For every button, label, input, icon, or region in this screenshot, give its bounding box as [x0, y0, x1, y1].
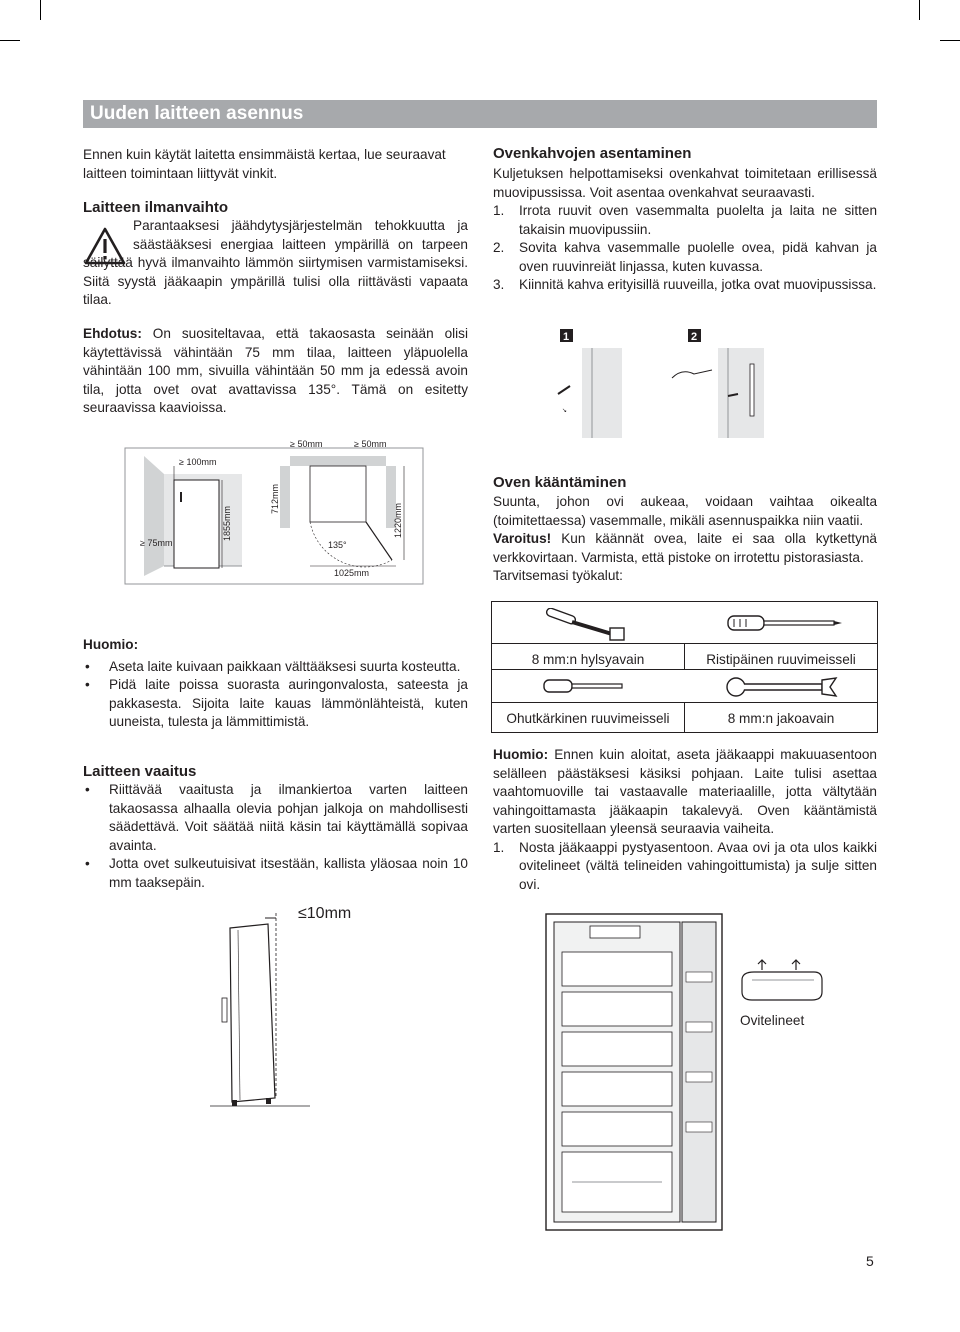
ventilation-heading: Laitteen ilmanvaihto	[83, 199, 229, 216]
ventilation-text	[83, 217, 468, 310]
tool-flat-screwdriver: Ohutkärkinen ruuvimeisseli	[506, 711, 670, 726]
intro-text: Ennen kuin käytät laitetta ensimmäistä kertaa, lue seuraavat laitteen toimintaan liittyvät vinkit.	[83, 147, 446, 181]
list-item: 3. Kiinnitä kahva erityisillä ruuveilla, jotka ovat muovipussissa.	[493, 277, 877, 292]
list-item: 1. Irrota ruuvit oven vasemmalta puolelta ja laita ne sitten takaisin muovipussiin.	[493, 203, 877, 237]
list-item: 1. Nosta jääkaappi pystyasentoon. Avaa ovi ja ota ulos kaikki ovitelineet (vältä telineiden vahingoittumista) ja sulje sitten ovi.	[493, 839, 877, 892]
door-shelf-label: Ovitelineet	[740, 1013, 805, 1028]
note-list	[83, 658, 468, 732]
wall-side	[144, 456, 164, 576]
suggestion-text	[83, 325, 468, 418]
note2-section	[493, 746, 877, 894]
fridge-top-view	[310, 466, 366, 522]
phillips-screwdriver-icon	[724, 610, 844, 638]
suggestion-body: On suositeltavaa, että takaosasta seinään olisi käytettävissä vähintään 75 mm tilaa, laitteen yläpuolella vähintään 100 mm, sivuilla vähintään 50 mm ja edessä avoin tila, jotta ovet ovat avattavissa 135°. Tämä on esitetty seuraavissa kaavioissa.	[83, 326, 468, 415]
crop-mark	[40, 0, 41, 20]
label-top: ≥ 100mm	[179, 457, 217, 467]
fridge-interior-diagram	[544, 912, 724, 1232]
shelf	[562, 1032, 672, 1066]
door-edge-1	[582, 348, 622, 438]
reversal-section	[493, 473, 877, 586]
handles-steps	[493, 202, 877, 295]
crop-mark	[940, 40, 960, 41]
list-item: • Jotta ovet sulkeutuisivat itsestään, kallista yläosaa noin 10 mm taaksepäin.	[83, 855, 468, 892]
shelf	[562, 952, 672, 986]
door-edge-2	[718, 348, 764, 438]
tools-intro: Tarvitsemasi työkalut:	[493, 568, 623, 583]
label-side-left: ≥ 50mm	[290, 439, 323, 449]
label-door-span: 1220mm	[393, 502, 403, 538]
crop-mark	[0, 40, 20, 41]
page-title: Uuden laitteen asennus	[90, 103, 304, 124]
handles-intro: Kuljetuksen helpottamiseksi ovenkahvat toimitetaan erillisessä muovipussissa. Voit asentaa ovenkahvat seuraavasti.	[493, 166, 877, 200]
socket-wrench-icon	[542, 608, 632, 642]
reversal-text: Suunta, johon ovi aukeaa, voidaan vaihtaa oikealta (toimitettaessa) vasemmalle, mikäli asennuspaikka niin vaatii.	[493, 494, 877, 528]
note2-steps	[493, 839, 877, 895]
shelf	[562, 992, 672, 1026]
ventilation-body: Parantaaksesi jäähdytysjärjestelmän tehokkuutta ja säästääksesi energiaa laitteen ympärillä on tarpeen säilyttää hyvä ilmanvaihto lämmön siirtymisen varmistamiseksi. Siitä syystä jääkaapin ympärillä tulisi olla riittävästi vapaata tilaa.	[83, 218, 468, 307]
tool-socket-wrench: 8 mm:n hylsyavain	[531, 652, 645, 667]
shelf	[562, 1112, 672, 1146]
list-item: • Riittävää vaaitusta ja ilmankiertoa varten laitteen takaosassa alhaalla olevia pohjan jalkoja on mahdollisesti säädettävä. Voit säätää niitä käsin tai käyttämällä sopivaa avainta.	[83, 781, 468, 855]
tools-table	[491, 601, 878, 733]
svg-text:1: 1	[563, 331, 570, 343]
leveling-list	[83, 781, 468, 892]
flat-screwdriver-icon	[540, 674, 630, 700]
svg-text:2: 2	[691, 331, 698, 343]
label-angle: 135°	[328, 540, 347, 550]
note2-text: Huomio: Ennen kuin aloitat, aseta jääkaappi makuuasentoon selälleen päästäksesi käsiksi pohjaan. Laite tulisi asettaa vaahtomuoville tai vastaavalle materiaalille, jotta vältytään vahingoittamasta jääkaapin takalevyä. Oven kääntämistä varten suositellaan yleensä seuraavia vaiheita.	[493, 747, 877, 836]
reversal-heading: Oven kääntäminen	[493, 474, 627, 491]
handles-heading: Ovenkahvojen asentaminen	[493, 145, 692, 162]
list-item: 2. Sovita kahva vasemmalle puolelle ovea, pidä kahvan ja oven ruuvinreiät linjassa, kuten kuvassa.	[493, 240, 877, 274]
label-depth: 712mm	[270, 483, 280, 514]
reversal-warning: Varoitus! Kun käännät ovea, laite ei saa olla kytkettynä verkkovirtaan. Varmista, että pistoke on irrotettu pistorasiasta.	[493, 531, 877, 565]
page-number: 5	[866, 1253, 874, 1269]
svg-text:↘: ↘	[562, 408, 568, 414]
crop-mark	[919, 0, 920, 20]
open-end-wrench-icon	[724, 672, 844, 702]
clearance-diagram	[124, 436, 424, 586]
list-item: • Aseta laite kuivaan paikkaan välttääksesi suurta kosteutta.	[83, 658, 468, 677]
shelf	[562, 1072, 672, 1106]
label-side-right: ≥ 50mm	[354, 439, 387, 449]
tilt-label: ≤10mm	[298, 905, 352, 922]
label-width: 1025mm	[334, 568, 370, 578]
tool-open-end-wrench: 8 mm:n jakoavain	[727, 711, 835, 726]
leveling-section	[83, 762, 468, 892]
label-back: ≥ 75mm	[140, 538, 173, 548]
title-bar	[83, 100, 877, 128]
leveling-heading: Laitteen vaaitus	[83, 763, 197, 780]
list-item: • Pidä laite poissa suorasta auringonvalosta, sateesta ja pakkasesta. Sijoita laite kauas lämmönlähteistä, kuten uuneista, tulesta ja lämmittimistä.	[83, 676, 468, 732]
note-section	[83, 636, 468, 732]
top-wall	[290, 456, 386, 466]
tilted-fridge	[230, 924, 275, 1102]
tool-phillips-screwdriver: Ristipäinen ruuvimeisseli	[706, 652, 856, 667]
suggestion-label: Ehdotus:	[83, 326, 142, 341]
handles-section	[493, 144, 877, 295]
tilt-diagram	[200, 898, 380, 1110]
door-shelf-diagram	[736, 956, 826, 1006]
label-height: 1855mm	[222, 505, 232, 541]
handle-install-diagram	[548, 328, 810, 440]
note-heading: Huomio:	[83, 637, 139, 652]
